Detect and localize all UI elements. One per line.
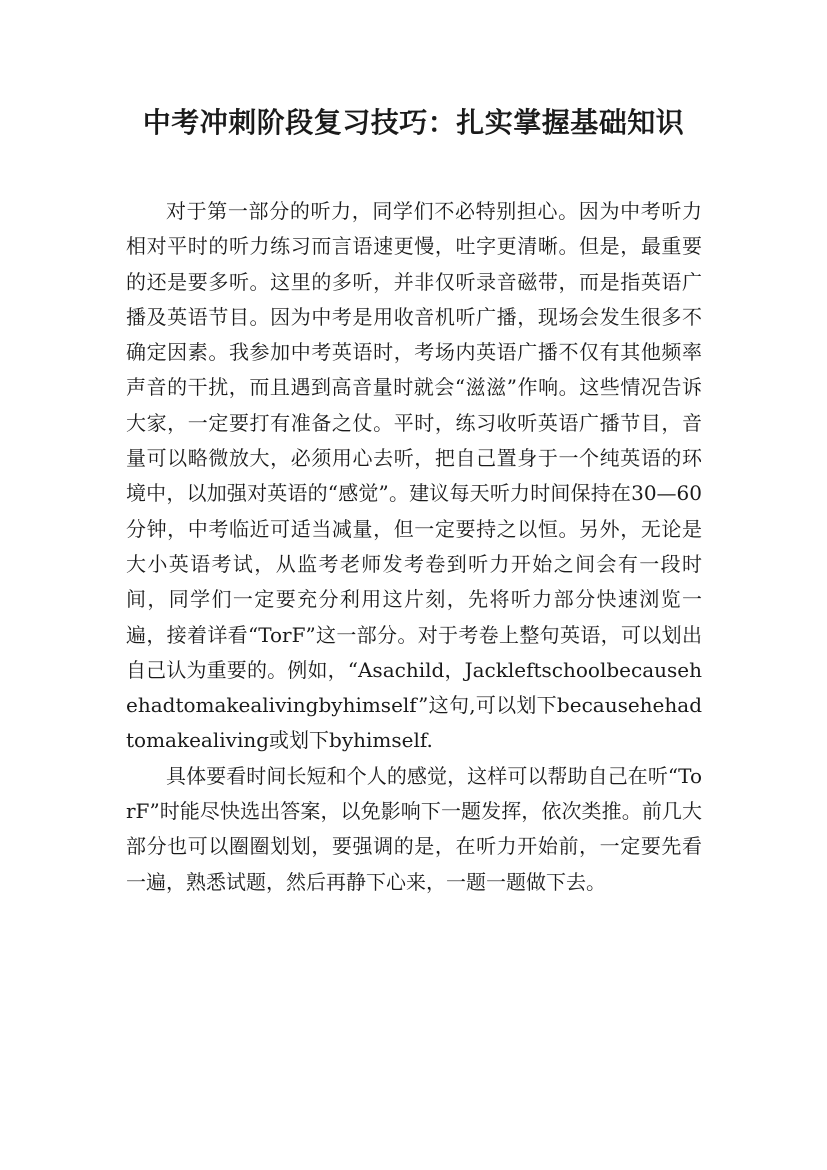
paragraph-listening-advice: 对于第一部分的听力，同学们不必特别担心。因为中考听力相对平时的听力练习而言语速更慢，吐字更清晰。但是，最重要的还是要多听。这里的多听，并非仅听录音磁带，而是指英语广播及英语节目。因为中考是用收音机听广播，现场会发生很多不确定因素。我参加中考英语时，考场内英语广播不仅有其他频率声音的干扰，而且遇到高音量时就会“滋滋”作响。这些情况告诉大家，一定要打有准备之仗。平时，练习收听英语广播节目，音量可以略微放大，必须用心去听，把自己置身于一个纯英语的环境中，以加强对英语的“感觉”。建议每天听力时间保持在30—60分钟，中考临近可适当减量，但一定要持之以恒。另外，无论是大小英语考试，从监考老师发考卷到听力开始之间会有一段时间，同学们一定要充分利用这片刻，先将听力部分快速浏览一遍，接着详看“TorF”这一部分。对于考卷上整句英语，可以划出自己认为重要的。例如，“Asachild，Jackleftschoolbecausehehadtomakealivingbyhimself”这句,可以划下becausehehadtomakealiving或划下byhimself. <box>126 199 702 753</box>
paragraph-time-and-strategy: 具体要看时间长短和个人的感觉，这样可以帮助自己在听“TorF”时能尽快选出答案，以免影响下一题发挥，依次类推。前几大部分也可以圈圈划划，要强调的是，在听力开始前，一定要先看一遍，熟悉试题，然后再静下心来，一题一题做下去。 <box>126 763 702 894</box>
document-title: 中考冲刺阶段复习技巧：扎实掌握基础知识 <box>142 106 685 139</box>
document-body <box>126 194 702 900</box>
